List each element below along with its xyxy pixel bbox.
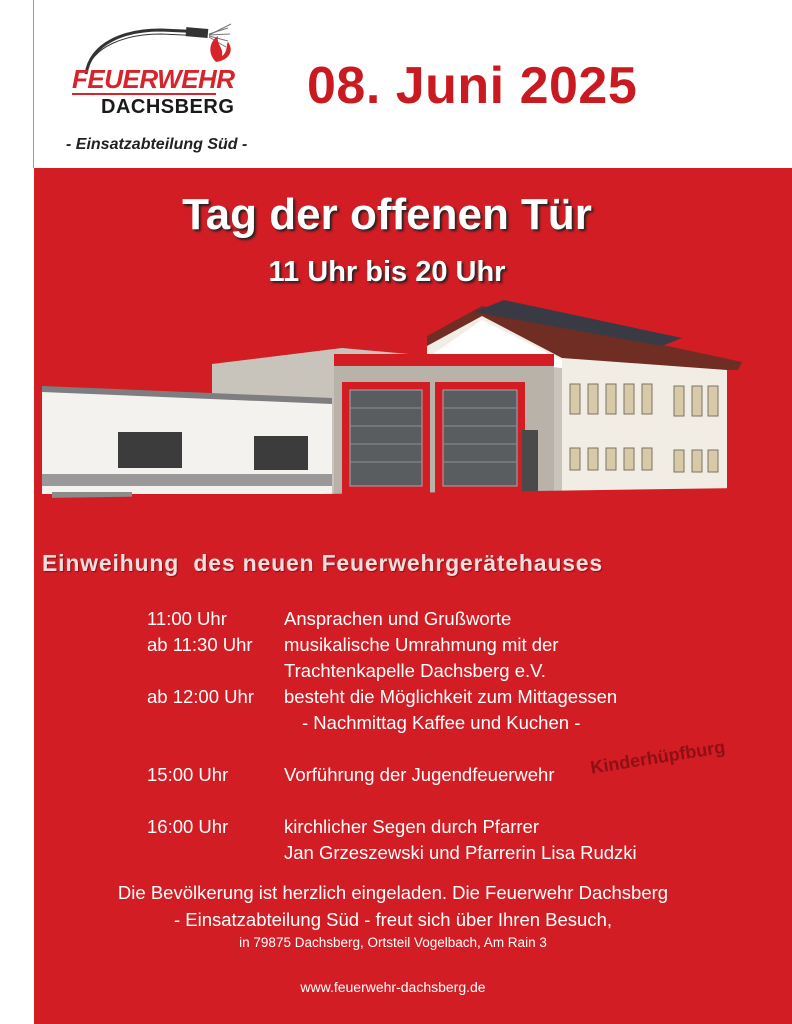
schedule-row	[147, 606, 767, 632]
schedule-time: 16:00 Uhr	[147, 816, 229, 837]
schedule-text: Vorführung der Jugendfeuerwehr	[284, 764, 555, 785]
poster-panel	[34, 168, 792, 1024]
logo-place-name: DACHSBERG	[101, 96, 235, 118]
schedule-list	[147, 606, 767, 866]
schedule-text: Ansprachen und Grußworte	[284, 608, 512, 629]
website-link[interactable]: www.feuerwehr-dachsberg.de	[300, 979, 486, 995]
schedule-time: 11:00 Uhr	[147, 608, 227, 629]
subheading: Einweihung des neuen Feuerwehrgerätehauses	[42, 550, 603, 576]
event-hours: 11 Uhr bis 20 Uhr	[268, 256, 506, 288]
schedule-time: ab 11:30 Uhr	[147, 634, 253, 655]
invitation-line: - Einsatzabteilung Süd - freut sich über Ihren Besuch,	[173, 909, 613, 930]
unit-label: - Einsatzabteilung Süd -	[66, 136, 248, 153]
logo-wordmark: FEUERWEHR	[72, 64, 235, 94]
event-title: Tag der offenen Tür	[182, 190, 592, 239]
schedule-row	[147, 762, 767, 788]
event-date: 08. Juni 2025	[307, 57, 638, 115]
address-line: in 79875 Dachsberg, Ortsteil Vogelbach, Am Rain 3	[239, 935, 547, 950]
bouncy-castle-label: Kinderhüpfburg	[589, 736, 727, 778]
schedule-row	[147, 710, 767, 736]
schedule-text: besteht die Möglichkeit zum Mittagessen	[284, 686, 618, 707]
schedule-time: 15:00 Uhr	[147, 764, 229, 785]
schedule-text: musikalische Umrahmung mit der	[284, 634, 559, 655]
schedule-text: - Nachmittag Kaffee und Kuchen -	[302, 712, 581, 733]
schedule-row	[147, 814, 767, 840]
schedule-row	[147, 632, 767, 658]
schedule-row	[147, 684, 767, 710]
fire-station-building-photo	[42, 298, 750, 534]
header	[0, 0, 792, 168]
schedule-row	[147, 840, 767, 866]
schedule-text: Jan Grzeszewski und Pfarrerin Lisa Rudzki	[284, 842, 637, 863]
schedule-text: kirchlicher Segen durch Pfarrer	[284, 816, 539, 837]
schedule-row	[147, 658, 767, 684]
schedule-time: ab 12:00 Uhr	[147, 686, 254, 707]
schedule-text: Trachtenkapelle Dachsberg e.V.	[284, 660, 546, 681]
invitation-line: Die Bevölkerung ist herzlich eingeladen. Die Feuerwehr Dachsberg	[117, 882, 669, 903]
